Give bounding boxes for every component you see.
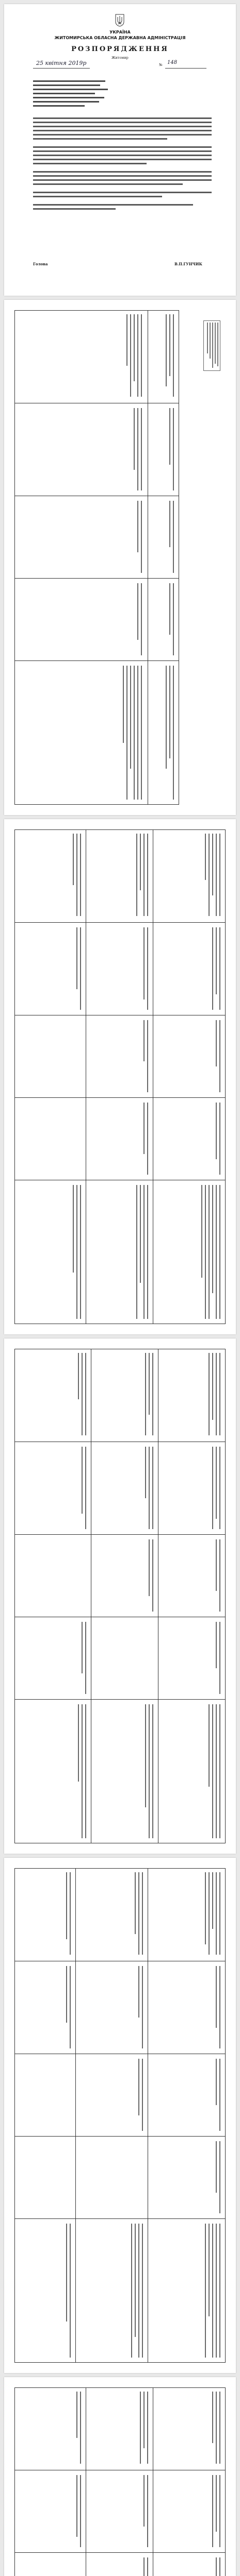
table-cell: [75, 1704, 86, 1838]
table-cell: [131, 408, 142, 490]
table-cell: [70, 1185, 81, 1319]
coat-of-arms-icon: [115, 13, 125, 27]
rotated-table-page-4: [4, 1338, 236, 1854]
table-cell: [202, 834, 220, 916]
table-cell: [124, 314, 142, 397]
table-cell: [141, 927, 148, 1010]
document-body: [33, 117, 212, 212]
rotated-table-page-2: [4, 300, 236, 815]
table-cell: [210, 1447, 220, 1529]
table-header-cell: [167, 583, 174, 655]
table-cell: [146, 1539, 153, 1612]
table-header-cell: [167, 408, 174, 490]
table-cell: [213, 1103, 220, 1175]
signatory-position: Голова: [33, 262, 48, 266]
table-header-cell: [163, 666, 174, 800]
table-cell: [135, 501, 142, 573]
table-cell: [141, 2475, 148, 2547]
table-cell: [210, 2392, 220, 2464]
table-cell: [202, 1872, 220, 1955]
country-name: УКРАЇНА: [109, 30, 131, 35]
table-cell: [213, 2059, 220, 2131]
document-subject: [33, 80, 110, 109]
document-page-1: [4, 4, 236, 296]
table-cell: [63, 2224, 71, 2358]
table-cell: [142, 1353, 153, 1435]
document-page-5: [4, 1858, 236, 2373]
document-page-3: [4, 819, 236, 1334]
table-cell: [141, 1103, 148, 1175]
document-page-6: [4, 2377, 236, 2576]
plan-table: [14, 1349, 226, 1843]
table-cell: [210, 927, 220, 1010]
table-cell: [136, 1966, 143, 2048]
table-cell: [141, 1020, 148, 1092]
signatory-name: В.П.ГУНЧИК: [174, 262, 202, 266]
table-cell: [213, 1539, 220, 1612]
approval-stamp: [203, 320, 220, 371]
table-cell: [63, 1966, 71, 2048]
table-cell: [141, 2557, 148, 2576]
table-cell: [70, 834, 81, 916]
table-cell: [206, 1353, 220, 1435]
document-page-2: [4, 300, 236, 815]
table-cell: [213, 1020, 220, 1092]
table-header-cell: [167, 501, 174, 573]
table-cell: [75, 1353, 86, 1435]
plan-table: [14, 1868, 226, 2363]
table-cell: [206, 1704, 220, 1838]
table-cell: [79, 1447, 86, 1529]
table-cell: [132, 1872, 143, 1955]
table-cell: [213, 1966, 220, 2048]
table-cell: [199, 1185, 220, 1319]
table-cell: [134, 834, 148, 916]
table-cell: [137, 2392, 148, 2464]
plan-table: [14, 829, 226, 1324]
document-page-4: [4, 1338, 236, 1854]
table-cell: [135, 583, 142, 655]
table-cell: [120, 666, 142, 800]
document-number: 148: [167, 60, 178, 65]
document-title: РОЗПОРЯДЖЕННЯ: [71, 45, 169, 53]
plan-table: [14, 310, 179, 805]
organization-name: ЖИТОМИРСЬКА ОБЛАСНА ДЕРЖАВНА АДМІНІСТРАЦІЯ: [54, 36, 186, 40]
table-cell: [136, 2059, 143, 2131]
table-cell: [63, 1872, 71, 1955]
rotated-table-page-5: [4, 1858, 236, 2373]
table-cell: [213, 2141, 220, 2213]
table-cell: [79, 1622, 86, 1694]
table-cell: [213, 1622, 220, 1694]
table-cell: [74, 2475, 81, 2547]
table-header-cell: [163, 314, 174, 397]
rotated-table-page-6: [4, 2377, 236, 2576]
table-cell: [142, 1447, 153, 1529]
plan-table: [14, 2387, 226, 2576]
table-cell: [202, 2224, 220, 2358]
table-cell: [74, 927, 81, 1010]
table-cell: [129, 2224, 143, 2358]
rotated-table-page-3: [4, 819, 236, 1334]
table-cell: [134, 1185, 148, 1319]
table-cell: [213, 2557, 220, 2576]
table-cell: [74, 2392, 81, 2464]
table-cell: [142, 1704, 153, 1838]
document-city: Житомир: [111, 56, 129, 60]
table-cell: [210, 2475, 220, 2547]
number-label: №: [159, 63, 163, 67]
document-date: 25 квітня 2019р: [36, 60, 87, 66]
